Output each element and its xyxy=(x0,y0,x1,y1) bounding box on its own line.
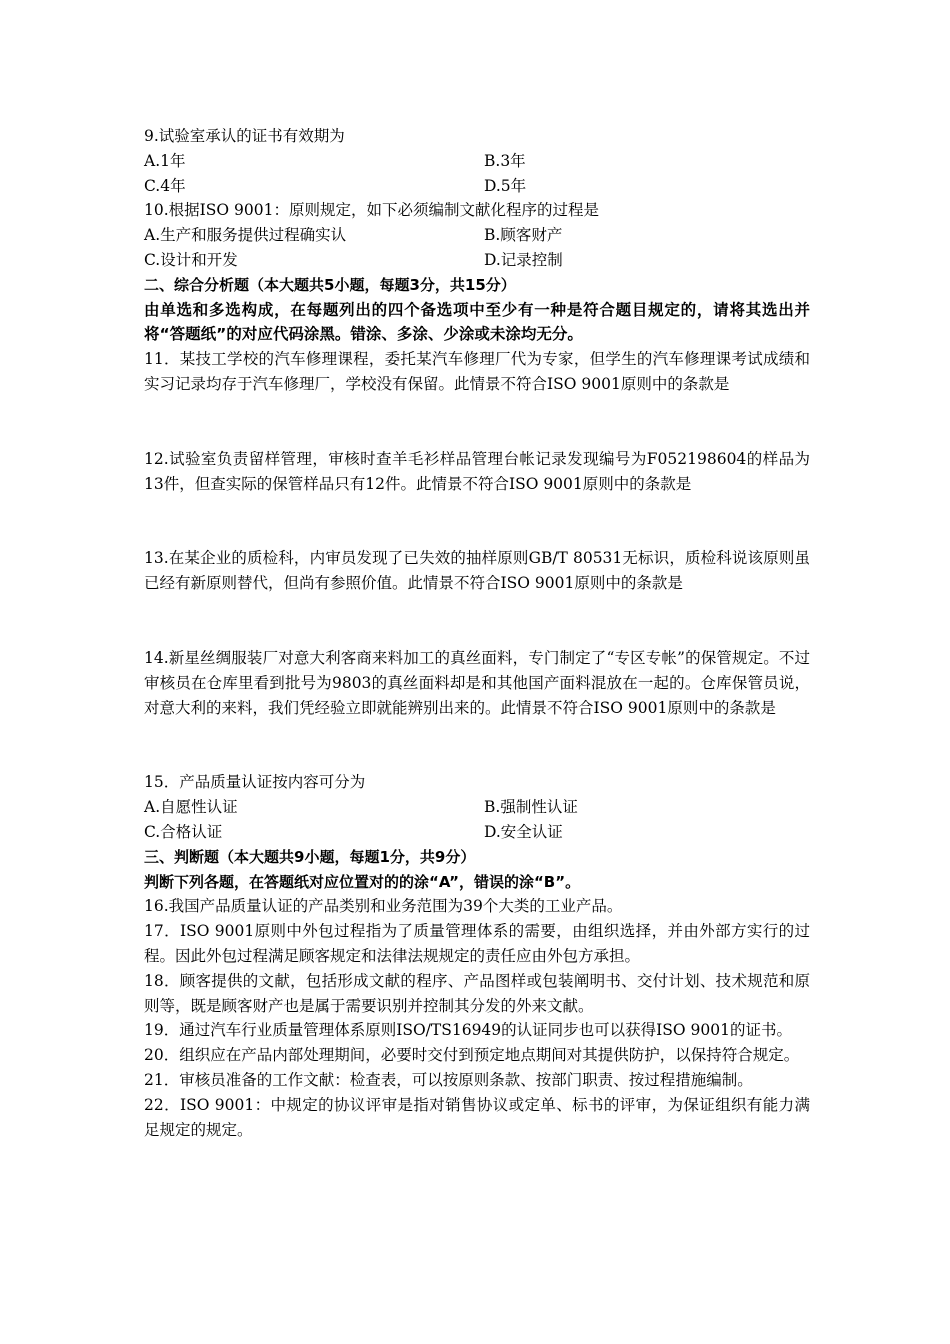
answer-space xyxy=(144,397,810,447)
question-15-option-b: B.强制性认证 xyxy=(484,798,578,817)
section-2-heading: 二、综合分析题（本大题共5小题，每题3分，共15分） xyxy=(144,275,516,294)
question-15-options-row-1 xyxy=(144,795,810,820)
question-10-options-row-1 xyxy=(144,223,810,248)
question-13: 13.在某企业的质检科，内审员发现了已失效的抽样原则GB/T 80531无标识，质检科说该原则虽已经有新原则替代，但尚有参照价值。此情景不符合ISO 9001原则中的条款是 xyxy=(144,549,810,593)
question-17: 17．ISO 9001原则中外包过程指为了质量管理体系的需要，由组织选择，并由外部方实行的过程。因此外包过程满足顾客规定和法律法规规定的责任应由外包方承担。 xyxy=(144,922,810,965)
question-10-option-b: B.顾客财产 xyxy=(484,226,563,245)
answer-space xyxy=(144,596,810,646)
question-10-option-d: D.记录控制 xyxy=(484,250,563,269)
question-15-stem: 15．产品质量认证按内容可分为 xyxy=(144,773,366,792)
question-11: 11．某技工学校的汽车修理课程，委托某汽车修理厂代为专家，但学生的汽车修理课考试成绩和实习记录均存于汽车修理厂，学校没有保留。此情景不符合ISO 9001原则中的条款是 xyxy=(144,350,810,393)
question-10-options-row-2 xyxy=(144,248,810,273)
question-9-option-a: A.1年 xyxy=(144,151,186,170)
question-12: 12.试验室负责留样管理，审核时查羊毛衫样品管理台帐记录发现编号为F052198604的样品为13件，但查实际的保管样品只有12件。此情景不符合ISO 9001原则中的条款是 xyxy=(144,449,810,493)
question-15-option-d: D.安全认证 xyxy=(484,822,563,841)
question-9-options-row-2 xyxy=(144,174,810,199)
section-2-instruction: 由单选和多选构成，在每题列出的四个备选项中至少有一种是符合题目规定的，请将其选出并将“答题纸”的对应代码涂黑。错涂、多涂、少涂或未涂均无分。 xyxy=(144,300,810,344)
question-14: 14.新星丝绸服装厂对意大利客商来料加工的真丝面料，专门制定了“专区专帐”的保管规定。不过审核员在仓库里看到批号为9803的真丝面料却是和其他国产面料混放在一起的。仓库保管员说，对意大利的来料，我们凭经验立即就能辨别出来的。此情景不符合ISO 9001原则中的条款是 xyxy=(144,648,810,717)
question-16: 16.我国产品质量认证的产品类别和业务范围为39个大类的工业产品。 xyxy=(144,897,623,916)
question-19: 19．通过汽车行业质量管理体系原则ISO/TS16949的认证同步也可以获得ISO 9001的证书。 xyxy=(144,1021,792,1040)
question-15-options-row-2 xyxy=(144,820,810,845)
question-22: 22．ISO 9001：中规定的协议评审是指对销售协议或定单、标书的评审，为保证组织有能力满足规定的规定。 xyxy=(144,1095,810,1139)
question-10-stem: 10.根据ISO 9001：原则规定，如下必须编制文献化程序的过程是 xyxy=(144,201,599,220)
answer-space xyxy=(144,496,810,546)
question-10-option-c: C.设计和开发 xyxy=(144,250,238,269)
question-9-stem: 9.试验室承认的证书有效期为 xyxy=(144,127,345,145)
question-15-option-c: C.合格认证 xyxy=(144,822,223,841)
question-9-option-c: C.4年 xyxy=(144,176,186,195)
question-21: 21．审核员准备的工作文献：检查表，可以按原则条款、按部门职责、按过程措施编制。 xyxy=(144,1070,753,1089)
question-18: 18．顾客提供的文献，包括形成文献的程序、产品图样或包装阐明书、交付计划、技术规范和原则等，既是顾客财产也是属于需要识别并控制其分发的外来文献。 xyxy=(144,971,810,1015)
exam-page xyxy=(144,124,810,1142)
question-15-option-a: A.自愿性认证 xyxy=(144,798,238,817)
answer-space xyxy=(144,720,810,770)
section-3-heading: 三、判断题（本大题共9小题，每题1分，共9分） xyxy=(144,847,476,866)
question-9-option-b: B.3年 xyxy=(484,151,526,170)
question-10-option-a: A.生产和服务提供过程确实认 xyxy=(144,226,347,245)
question-9-option-d: D.5年 xyxy=(484,176,527,195)
question-20: 20．组织应在产品内部处理期间，必要时交付到预定地点期间对其提供防护，以保持符合规定。 xyxy=(144,1046,800,1065)
question-9-options-row-1 xyxy=(144,149,810,174)
section-3-instruction: 判断下列各题，在答题纸对应位置对的的涂“A”，错误的涂“B”。 xyxy=(144,872,581,891)
